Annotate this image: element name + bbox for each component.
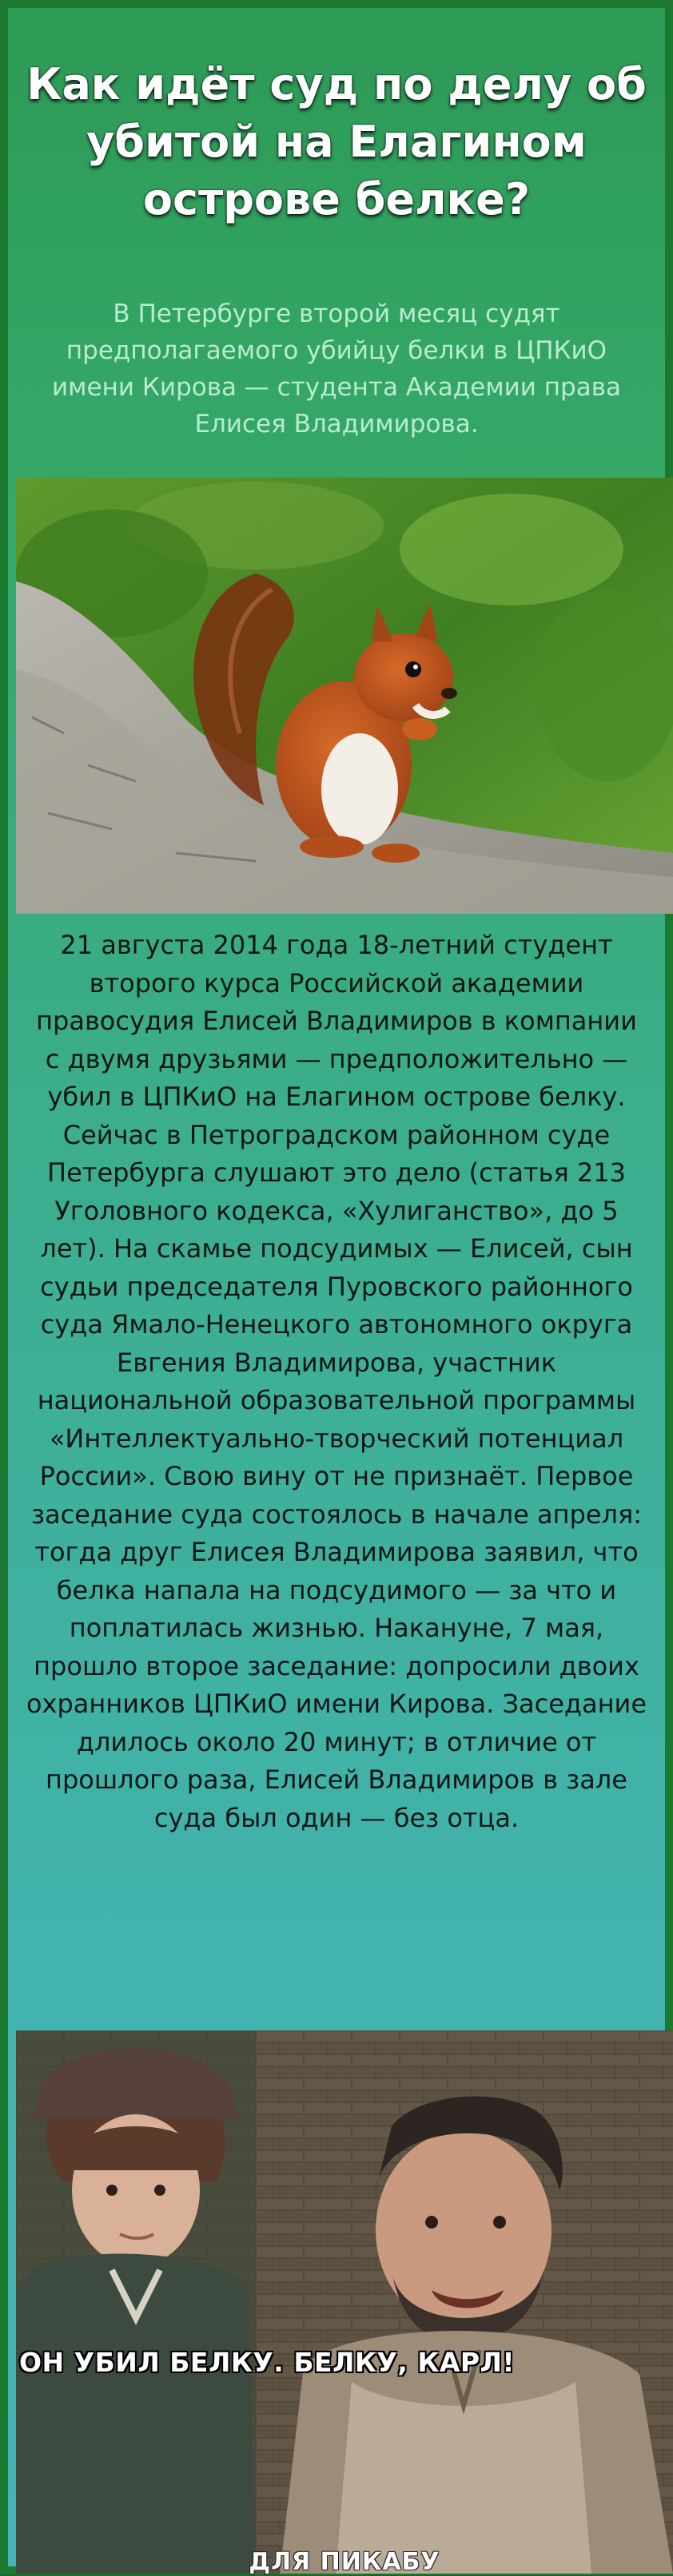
meme-photo [16,2030,673,2574]
article-lead: В Петербурге второй месяц судят предполагаемого убийцу белки в ЦПКиО имени Кирова — студента Академии права Елисея Владимирова. [52,300,621,439]
meme-caption: ОН УБИЛ БЕЛКУ. БЕЛКУ, КАРЛ! [19,2347,516,2378]
article-body: 21 августа 2014 года 18-летний студент второго курса Российской академии правосудия Елисей Владимиров в компании с двумя друзьями — предположительно — убил в ЦПКиО на Елагином острове белку. Сейчас в Петроградском районном суде Петербурга слушают это дело (статья 213 Уголовного кодекса, «Хулиганство», до 5 лет). На скамье подсудимых — Елисей, сын судьи председателя Пуровского районного суда Ямало-Ненецкого автономного округа Евгения Владимирова, участник национальной образовательной программы «Интеллектуально-творческий потенциал России». Свою вину от не признаёт. Первое заседание суда состоялось в начале апреля: тогда друг Елисея Владимирова заявил, что белка напала на подсудимого — за что и поплатилась жизнью. Накануне, 7 мая, прошло второе заседание: допросили двоих охранников ЦПКиО имени Кирова. Заседание длилось около 20 минут; в отличие от прошлого раза, Елисей Владимиров в зале суда был один — без отца. [26,930,647,1833]
footer-label: ДЛЯ ПИКАБУ [249,2548,440,2576]
article-title: Как идёт суд по делу об убитой на Елагином острове белке? [26,59,647,224]
squirrel-photo [16,478,673,914]
